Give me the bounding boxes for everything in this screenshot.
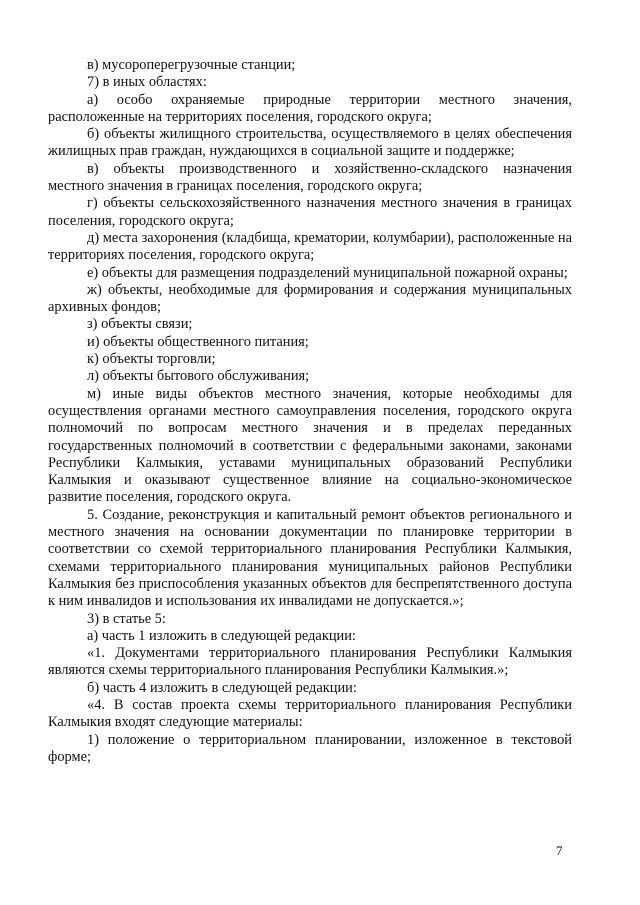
paragraph: а) часть 1 изложить в следующей редакции: [87,627,356,644]
paragraph: 5. Создание, реконструкция и капитальный ремонт объектов регионального и местного значения на основании документации по планировке территории в соответствии со схемой территориального планирования Республики Калмыкия, схемами территориального планирования муниципальных районов Республики Калмыкия без приспособления указанных объектов для беспрепятственного доступа к ним инвалидов и использования их инвалидами не допускается.»; [48,506,572,610]
paragraph: д) места захоронения (кладбища, крематории, колумбарии), расположенные на территориях поселения, городского округа; [48,229,572,264]
paragraph: б) часть 4 изложить в следующей редакции: [87,679,357,696]
paragraph: 7) в иных областях: [87,74,207,91]
paragraph: б) объекты жилищного строительства, осуществляемого в целях обеспечения жилищных прав граждан, нуждающихся в социальной защите и поддержке; [48,126,572,160]
paragraph: з) объекты связи; [87,316,193,333]
paragraph: г) объекты сельскохозяйственного назначения местного значения в границах поселения, городского округа; [48,195,572,229]
paragraph: в) объекты производственного и хозяйственно-складского назначения местного значения в границах поселения, городского округа; [48,160,572,195]
paragraph: 3) в статье 5: [87,610,166,627]
paragraph: л) объекты бытового обслуживания; [87,368,310,385]
document-body [48,57,572,766]
paragraph: «4. В состав проекта схемы территориального планирования Республики Калмыкия входят следующие материалы: [48,696,572,731]
page-number: 7 [556,843,563,858]
paragraph: и) объекты общественного питания; [87,333,309,350]
paragraph: 1) положение о территориальном планировании, изложенное в текстовой форме; [48,731,572,765]
paragraph: е) объекты для размещения подразделений муниципальной пожарной охраны; [87,264,568,281]
paragraph: м) иные виды объектов местного значения, которые необходимы для осуществления органами местного самоуправления поселения, городского округа полномочий по вопросам местного значения и в пределах переданных государственных полномочий в соответствии с федеральными законами, законами Республики Калмыкия, уставами муниципальных образований Республики Калмыкия и оказывают существенное влияние на социально-экономическое развитие поселения, городского округа. [48,385,572,506]
paragraph: ж) объекты, необходимые для формирования и содержания муниципальных архивных фондов; [48,281,572,316]
paragraph: «1. Документами территориального планирования Республики Калмыкия являются схемы территориального планирования Республики Калмыкия.»; [48,645,572,679]
paragraph: а) особо охраняемые природные территории местного значения, расположенные на территориях поселения, городского округа; [48,91,572,125]
paragraph: к) объекты торговли; [87,351,216,368]
paragraph: в) мусороперегрузочные станции; [87,57,296,73]
